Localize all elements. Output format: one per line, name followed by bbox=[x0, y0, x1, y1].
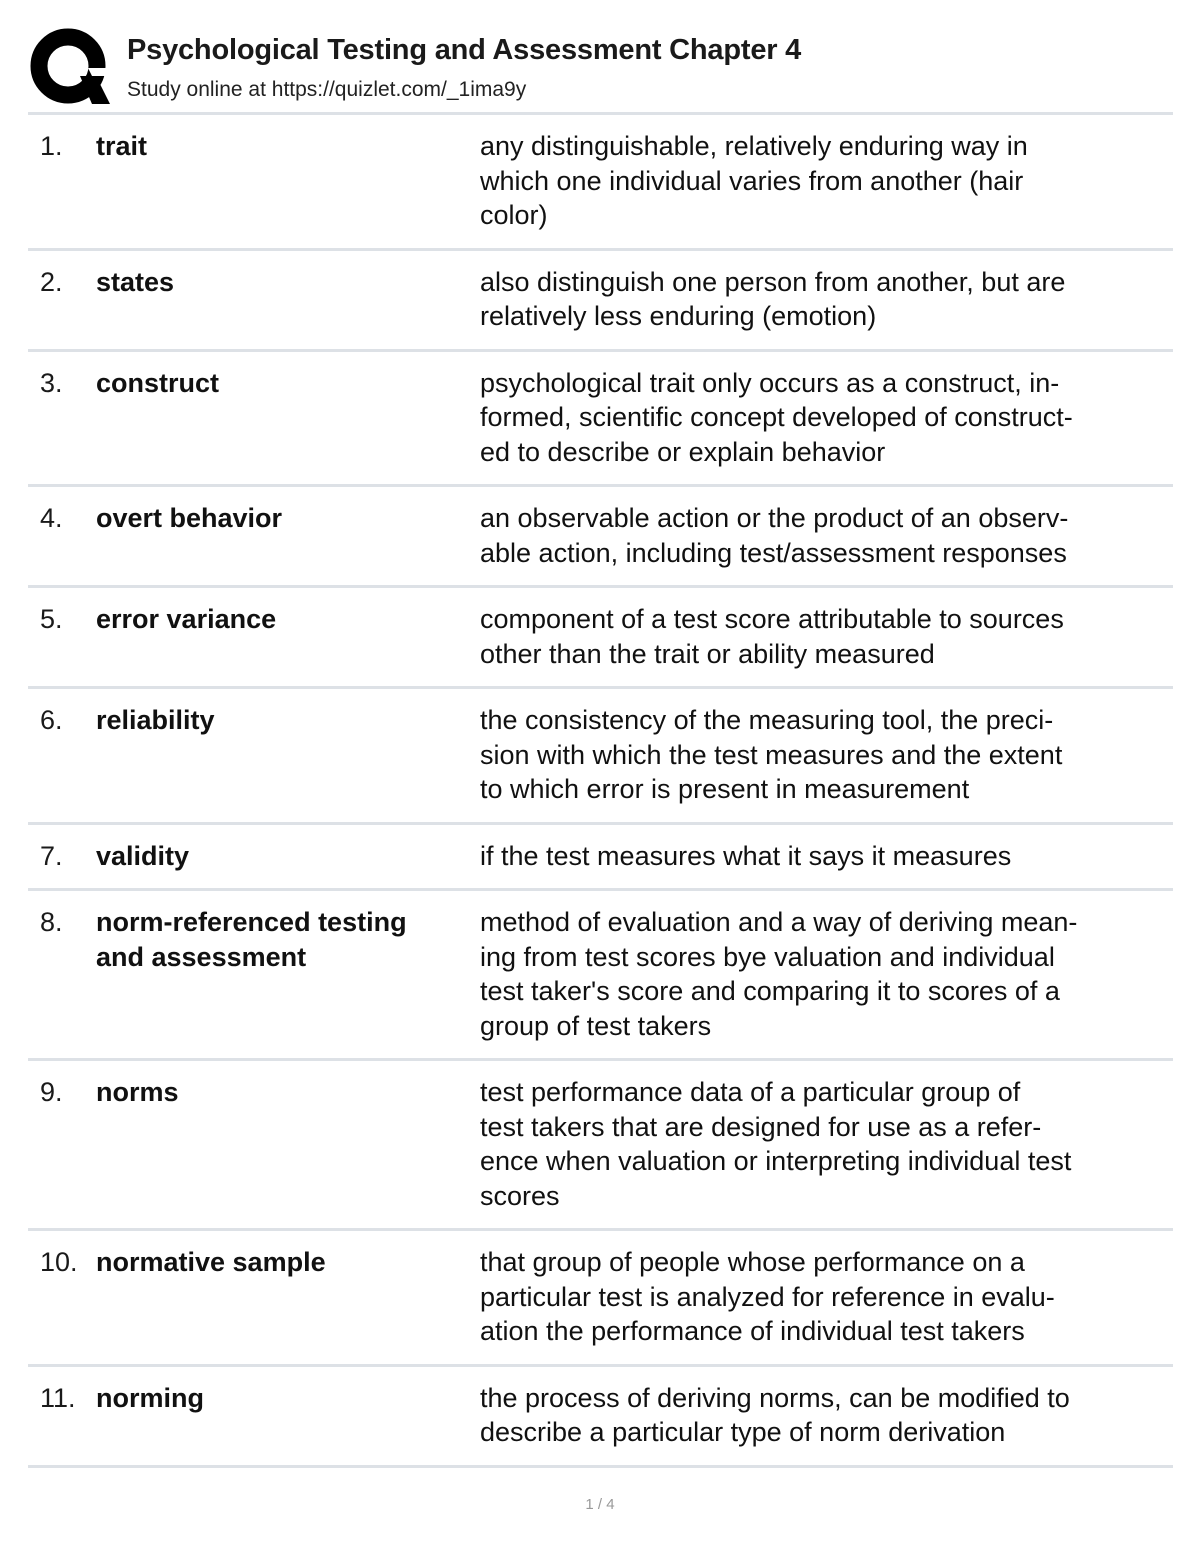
definition-text bbox=[480, 905, 1170, 1043]
term-row bbox=[28, 891, 1173, 1061]
term-line: construct bbox=[96, 367, 220, 398]
term-text bbox=[96, 905, 471, 974]
definition-line: ed to describe or explain behavior bbox=[480, 436, 886, 467]
term-row bbox=[28, 1367, 1173, 1468]
term-number: 5. bbox=[40, 604, 63, 634]
term-row bbox=[28, 115, 1173, 251]
term-row bbox=[28, 487, 1173, 588]
page-indicator: 1 / 4 bbox=[585, 1496, 615, 1513]
term-text bbox=[96, 1245, 471, 1280]
term-line: norms bbox=[96, 1077, 179, 1107]
definition-line: if the test measures what it says it measures bbox=[480, 840, 1012, 871]
term-number: 11. bbox=[40, 1382, 76, 1413]
term-text bbox=[96, 1381, 471, 1416]
definition-line: describe a particular type of norm derivation bbox=[480, 1417, 1006, 1447]
definition-text bbox=[480, 1245, 1170, 1349]
definition-text bbox=[480, 1381, 1170, 1450]
term-text bbox=[96, 366, 471, 401]
term-line: overt behavior bbox=[96, 503, 283, 533]
definition-text bbox=[480, 602, 1170, 671]
term-row bbox=[28, 825, 1173, 892]
term-number: 8. bbox=[40, 907, 63, 937]
definition-line: ence when valuation or interpreting individual test bbox=[480, 1146, 1072, 1176]
definition-line: to which error is present in measurement bbox=[480, 774, 970, 804]
term-text bbox=[96, 265, 471, 300]
term-line: norming bbox=[96, 1382, 204, 1413]
definition-text bbox=[480, 703, 1170, 807]
definition-line: ation the performance of individual test takers bbox=[480, 1316, 1025, 1346]
term-line: error variance bbox=[96, 604, 277, 634]
definition-text bbox=[480, 265, 1170, 334]
definition-line: the consistency of the measuring tool, the preci- bbox=[480, 705, 1054, 735]
definition-line: test takers that are designed for use as a refer- bbox=[480, 1111, 1042, 1142]
term-number: 1. bbox=[40, 131, 63, 161]
term-text bbox=[96, 602, 471, 637]
term-row bbox=[28, 588, 1173, 689]
definition-line: relatively less enduring (emotion) bbox=[480, 301, 877, 331]
definition-line: ing from test scores bye valuation and individual bbox=[480, 941, 1055, 972]
term-line: reliability bbox=[96, 705, 215, 735]
definition-line: which one individual varies from another (hair bbox=[480, 165, 1024, 196]
definition-line: an observable action or the product of an observ- bbox=[480, 503, 1069, 533]
definition-text bbox=[480, 1075, 1170, 1213]
definition-line: psychological trait only occurs as a construct, in- bbox=[480, 367, 1060, 398]
term-number: 6. bbox=[40, 705, 63, 735]
term-number: 3. bbox=[40, 367, 63, 398]
flashcard-term-list bbox=[28, 112, 1173, 1468]
definition-line: any distinguishable, relatively enduring way in bbox=[480, 131, 1028, 161]
definition-line: group of test takers bbox=[480, 1010, 712, 1041]
definition-text bbox=[480, 839, 1170, 874]
quizlet-q-logo-icon bbox=[30, 28, 110, 108]
term-line: norm-referenced testing bbox=[96, 907, 407, 937]
definition-line: also distinguish one person from another, but are bbox=[480, 266, 1066, 297]
page-title: Psychological Testing and Assessment Chapter 4 bbox=[127, 34, 802, 66]
definition-line: particular test is analyzed for reference in evalu- bbox=[480, 1281, 1055, 1312]
definition-text bbox=[480, 501, 1170, 570]
definition-line: that group of people whose performance on a bbox=[480, 1247, 1025, 1277]
term-line: trait bbox=[96, 131, 148, 161]
definition-line: color) bbox=[480, 200, 548, 230]
term-number: 7. bbox=[40, 840, 63, 871]
definition-line: test taker's score and comparing it to scores of a bbox=[480, 976, 1060, 1006]
definition-line: other than the trait or ability measured bbox=[480, 638, 935, 669]
term-row bbox=[28, 1231, 1173, 1367]
term-number: 4. bbox=[40, 503, 63, 533]
document-header bbox=[28, 26, 1178, 112]
term-text bbox=[96, 129, 471, 164]
term-row bbox=[28, 352, 1173, 488]
term-row bbox=[28, 689, 1173, 825]
definition-line: scores bbox=[480, 1180, 560, 1211]
term-text bbox=[96, 501, 471, 536]
term-row bbox=[28, 1061, 1173, 1231]
term-number: 9. bbox=[40, 1077, 63, 1107]
definition-line: the process of deriving norms, can be modified to bbox=[480, 1382, 1070, 1413]
term-number: 10. bbox=[40, 1247, 78, 1277]
definition-text bbox=[480, 366, 1170, 470]
definition-line: method of evaluation and a way of deriving mean- bbox=[480, 907, 1078, 937]
definition-text bbox=[480, 129, 1170, 233]
term-text bbox=[96, 839, 471, 874]
term-line: states bbox=[96, 266, 175, 297]
definition-line: able action, including test/assessment responses bbox=[480, 537, 1067, 568]
definition-line: sion with which the test measures and the extent bbox=[480, 739, 1063, 770]
term-number: 2. bbox=[40, 266, 63, 297]
term-row bbox=[28, 251, 1173, 352]
definition-line: test performance data of a particular group of bbox=[480, 1077, 1021, 1107]
term-line: validity bbox=[96, 840, 190, 871]
term-text bbox=[96, 1075, 471, 1110]
term-text bbox=[96, 703, 471, 738]
study-online-link[interactable]: Study online at https://quizlet.com/_1ima9y bbox=[127, 78, 527, 101]
term-line: and assessment bbox=[96, 941, 307, 972]
definition-line: formed, scientific concept developed of construct- bbox=[480, 402, 1073, 432]
term-line: normative sample bbox=[96, 1247, 326, 1277]
definition-line: component of a test score attributable to sources bbox=[480, 604, 1064, 634]
